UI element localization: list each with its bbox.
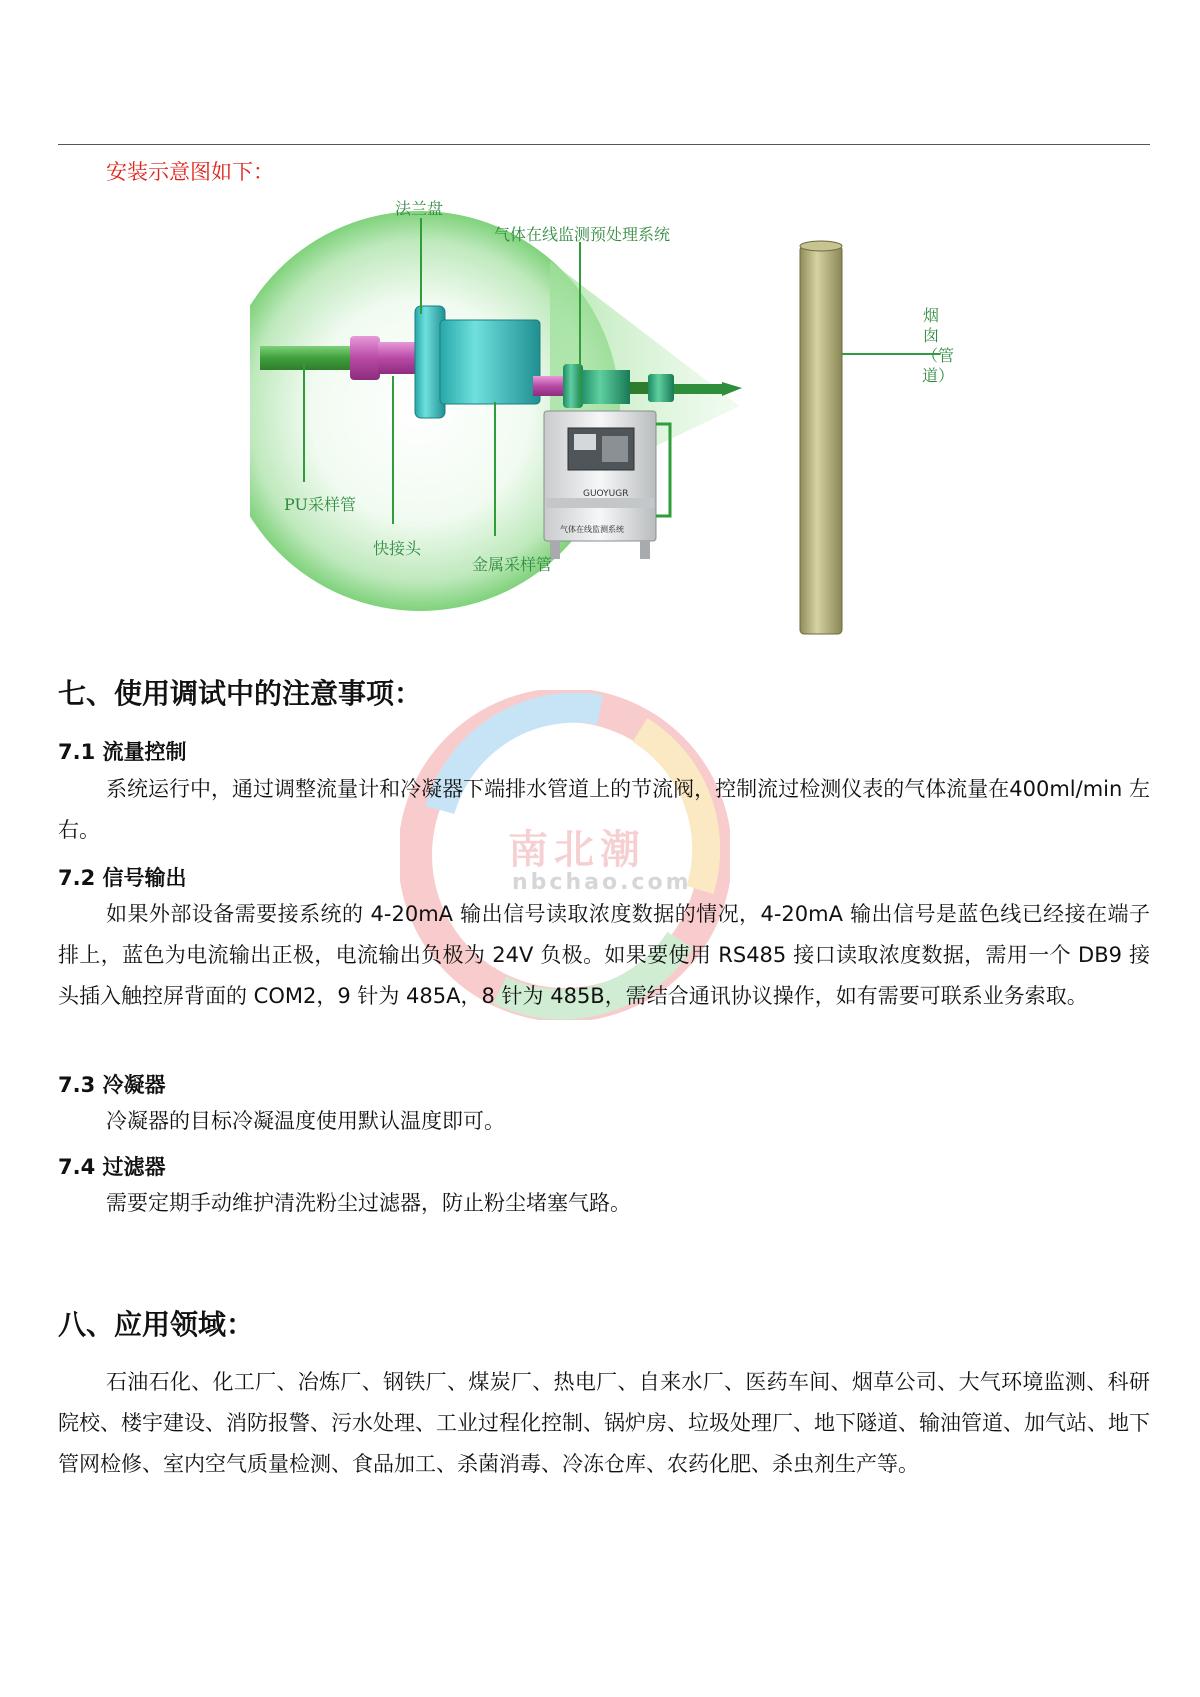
section7-1-heading: 7.1 流量控制 bbox=[58, 740, 187, 764]
section7-4-heading: 7.4 过滤器 bbox=[58, 1155, 166, 1179]
cabinet-leg-right bbox=[640, 541, 650, 559]
diagram-graphic bbox=[250, 196, 970, 646]
section7-3-text: 冷凝器的目标冷凝温度使用默认温度即可。 bbox=[106, 1109, 505, 1133]
small-connector bbox=[533, 376, 563, 396]
small-pipe bbox=[630, 382, 650, 394]
section7-2-heading: 7.2 信号输出 bbox=[58, 866, 187, 890]
label-pu-tube: PU采样管 bbox=[284, 495, 356, 514]
section7-2-text: 如果外部设备需要接系统的 4-20mA 输出信号读取浓度数据的情况，4-20mA 输出信号是蓝色线已经接在端子排上，蓝色为电流输出正极，电流输出负极为 24V 负极。如果要使用 RS485 接口读取浓度数据，需用一个 DB9 接头插入触控屏背面的 COM2，9 针为 485A，8 针为 485B，需结合通讯协议操作，如有需要可联系业务索取。 bbox=[58, 902, 1150, 1008]
screen-panel-2 bbox=[602, 436, 628, 462]
section7-4-text: 需要定期手动维护清洗粉尘过滤器，防止粉尘堵塞气路。 bbox=[106, 1191, 631, 1215]
pu-tube bbox=[260, 346, 360, 370]
section8-title: 八、应用领域： bbox=[58, 1308, 255, 1341]
probe-head bbox=[648, 374, 674, 402]
label-metal-tube: 金属采样管 bbox=[472, 555, 553, 574]
watermark-en: nbchao.com bbox=[512, 870, 692, 895]
section7-3-heading: 7.3 冷凝器 bbox=[58, 1073, 166, 1097]
flange-body bbox=[440, 320, 540, 404]
quick-connector bbox=[350, 336, 380, 380]
section8-text: 石油石化、化工厂、冶炼厂、钢铁厂、煤炭厂、热电厂、自来水厂、医药车间、烟草公司、大气环境监测、科研院校、楼宇建设、消防报警、污水处理、工业过程化控制、锅炉房、垃圾处理厂、地下隧道、输油管道、加气站、地下管网检修、室内空气质量检测、食品加工、杀菌消毒、冷冻仓库、农药化肥、杀虫剂生产等。 bbox=[58, 1370, 1150, 1476]
probe-tip bbox=[722, 382, 742, 396]
screen-panel bbox=[574, 434, 596, 450]
installation-diagram bbox=[250, 196, 970, 646]
cabinet-text: 气体在线监测系统 bbox=[560, 525, 624, 534]
watermark-cn: 南北潮 bbox=[508, 826, 646, 873]
small-body bbox=[580, 370, 630, 404]
chimney bbox=[800, 246, 842, 634]
label-chimney: 烟囱（管道） bbox=[922, 306, 955, 385]
figure-caption: 安装示意图如下： bbox=[106, 160, 274, 184]
section7-title: 七、使用调试中的注意事项： bbox=[58, 677, 423, 710]
probe-tube bbox=[674, 384, 722, 394]
chimney-top bbox=[800, 241, 842, 251]
header-rule bbox=[58, 144, 1150, 145]
label-flange: 法兰盘 bbox=[395, 199, 444, 218]
cabinet-strip bbox=[546, 498, 654, 508]
quick-connector-body bbox=[378, 342, 418, 374]
section7-1-text: 系统运行中，通过调整流量计和冷凝器下端排水管道上的节流阀，控制流过检测仪表的气体流量在400ml/min 左右。 bbox=[58, 777, 1150, 842]
cabinet-brand: GUOYUGR bbox=[583, 489, 629, 499]
label-preprocess: 气体在线监测预处理系统 bbox=[494, 225, 671, 244]
label-quick-connector: 快接头 bbox=[373, 539, 422, 558]
